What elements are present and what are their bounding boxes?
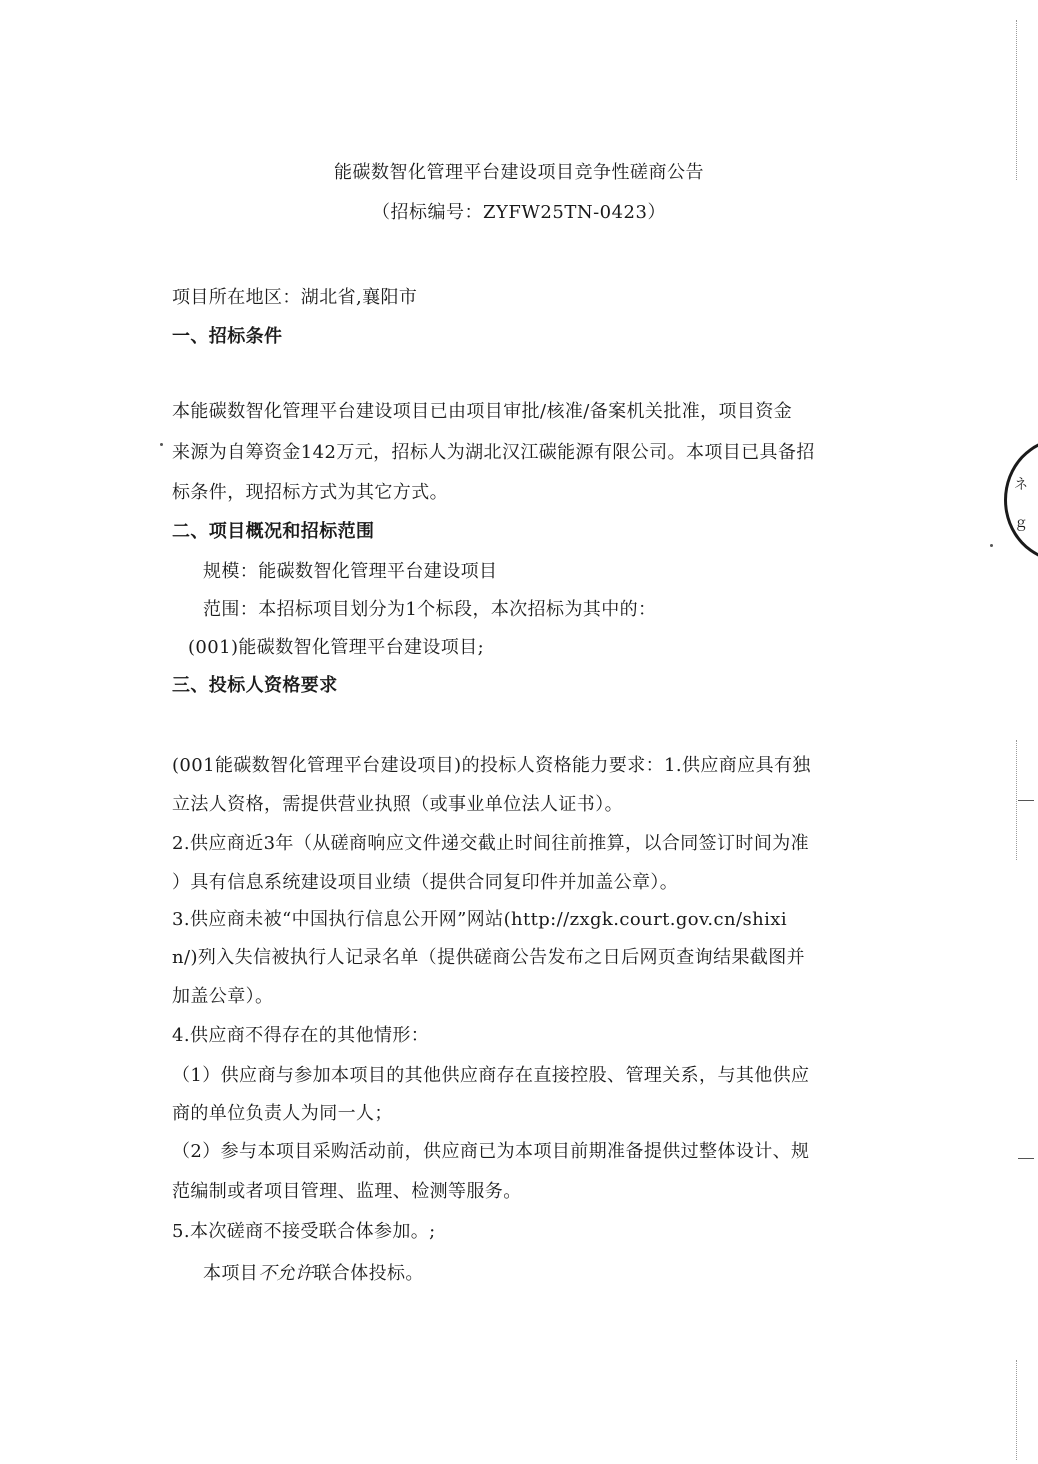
section3-text-line: 5.本次磋商不接受联合体参加。;	[172, 1221, 436, 1242]
section3-text-line: 4.供应商不得存在的其他情形：	[172, 1025, 430, 1046]
section3-text-line: （1）供应商与参加本项目的其他供应商存在直接控股、管理关系，与其他供应	[172, 1065, 810, 1086]
section3-text-line: 3.供应商未被“中国执行信息公开网”网站(http://zxgk.court.gov.cn/shixi	[172, 909, 787, 930]
section2-lot: (001)能碳数智化管理平台建设项目;	[188, 637, 485, 658]
section3-text-line: 2.供应商近3年（从磋商响应文件递交截止时间往前推算，以合同签订时间为准	[172, 833, 810, 854]
scan-speck	[160, 443, 163, 446]
scan-edge-mark	[1018, 1158, 1034, 1159]
bid-number: （招标编号：ZYFW25TN-0423）	[372, 202, 666, 223]
section2-scale: 规模：能碳数智化管理平台建设项目	[203, 561, 498, 582]
seal-stamp-fragment: ネ ｇ	[1000, 438, 1038, 558]
section2-scope: 范围：本招标项目划分为1个标段，本次招标为其中的：	[203, 599, 657, 620]
section2-heading: 二、项目概况和招标范围	[172, 521, 375, 542]
consortium-prefix: 本项目	[203, 1263, 259, 1284]
section3-text-line: n/)列入失信被执行人记录名单（提供磋商公告发布之日后网页查询结果截图并	[172, 947, 806, 968]
section3-text-line: 加盖公章）。	[172, 986, 274, 1007]
section3-heading: 三、投标人资格要求	[172, 675, 338, 696]
section3-text-line: 立法人资格，需提供营业执照（或事业单位法人证书）。	[172, 794, 623, 815]
project-location: 项目所在地区：湖北省,襄阳市	[172, 287, 418, 308]
section1-text-line: 来源为自筹资金142万元，招标人为湖北汉江碳能源有限公司。本项目已具备招	[172, 442, 815, 463]
document-title: 能碳数智化管理平台建设项目竞争性磋商公告	[334, 162, 704, 183]
section1-text-line: 本能碳数智化管理平台建设项目已由项目审批/核准/备案机关批准，项目资金	[172, 401, 793, 422]
scan-edge-mark	[1016, 20, 1019, 180]
section1-text-line: 标条件，现招标方式为其它方式。	[172, 482, 448, 503]
consortium-suffix: 联合体投标。	[313, 1263, 424, 1284]
section1-heading: 一、招标条件	[172, 326, 283, 347]
section3-text-line: 范编制或者项目管理、监理、检测等服务。	[172, 1181, 522, 1202]
section3-text-line: 商的单位负责人为同一人；	[172, 1103, 393, 1124]
consortium-emphasis: 不允许	[258, 1263, 314, 1284]
scan-edge-mark	[1016, 1360, 1019, 1460]
consortium-statement	[203, 1262, 424, 1286]
section3-text-line: ）具有信息系统建设项目业绩（提供合同复印件并加盖公章）。	[172, 872, 679, 893]
scan-speck	[990, 544, 993, 547]
scan-edge-mark	[1018, 800, 1034, 801]
section3-text-line: (001能碳数智化管理平台建设项目)的投标人资格能力要求：1.供应商应具有独	[172, 755, 811, 776]
section3-text-line: （2）参与本项目采购活动前，供应商已为本项目前期准备提供过整体设计、规	[172, 1141, 810, 1162]
